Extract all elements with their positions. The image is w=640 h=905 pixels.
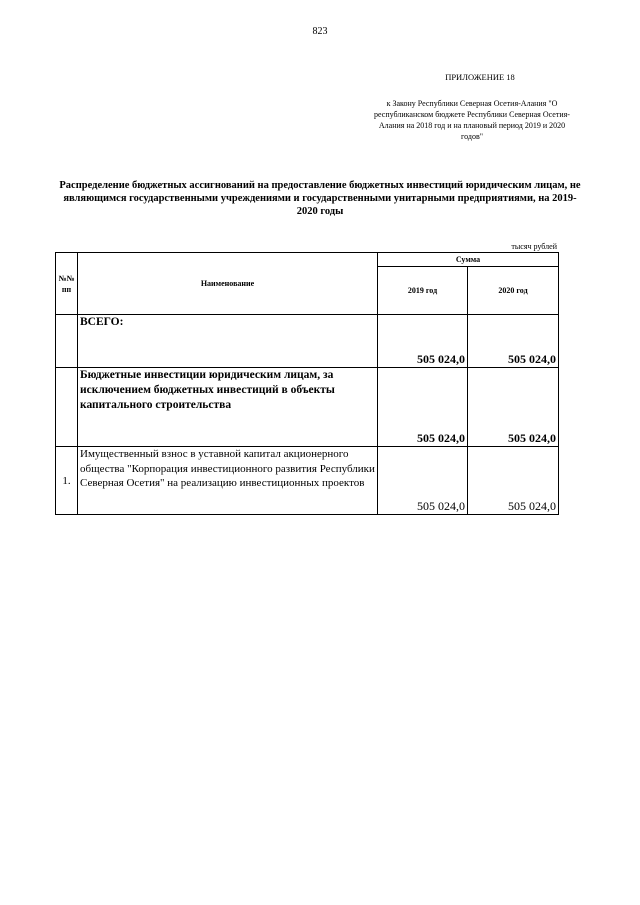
row-value-2020: 505 024,0 <box>468 368 559 447</box>
row-value-2020: 505 024,0 <box>468 315 559 368</box>
header-year-2019: 2019 год <box>378 267 468 315</box>
header-num: №№ пп <box>56 253 78 315</box>
row-num <box>56 368 78 447</box>
table-row-group <box>56 368 559 447</box>
row-value-2019: 505 024,0 <box>378 315 468 368</box>
table-row-item <box>56 447 559 515</box>
header-name: Наименование <box>78 253 378 315</box>
appendix-title: ПРИЛОЖЕНИЕ 18 <box>445 72 515 82</box>
header-year-2020: 2020 год <box>468 267 559 315</box>
row-value-2020: 505 024,0 <box>468 447 559 515</box>
row-num: 1. <box>56 447 78 515</box>
row-name: Имущественный взнос в уставной капитал акционерного общества "Корпорация инвестиционного развития Республики Северная Осетия" на реализацию инвестиционных проектов <box>78 447 378 515</box>
page-number: 823 <box>312 26 328 37</box>
row-name: Бюджетные инвестиции юридическим лицам, за исключением бюджетных инвестиций в объекты капитального строительства <box>78 368 378 447</box>
table-row-total <box>56 315 559 368</box>
row-value-2019: 505 024,0 <box>378 368 468 447</box>
budget-table <box>55 252 559 515</box>
units-label: тысяч рублей <box>511 242 557 251</box>
appendix-subtitle: к Закону Республики Северная Осетия-Алания "О республиканском бюджете Республики Северная Осетия-Алания на 2018 год и на плановый период 2019 и 2020 годов" <box>374 99 570 141</box>
header-sum: Сумма <box>378 253 559 267</box>
document-title: Распределение бюджетных ассигнований на предоставление бюджетных инвестиций юридическим лицам, не являющимся государственными учреждениями и государственными унитарными предприятиями, на 2019-2020 годы <box>59 180 581 217</box>
row-name: ВСЕГО: <box>78 315 378 368</box>
header-row <box>56 253 559 267</box>
row-num <box>56 315 78 368</box>
row-value-2019: 505 024,0 <box>378 447 468 515</box>
